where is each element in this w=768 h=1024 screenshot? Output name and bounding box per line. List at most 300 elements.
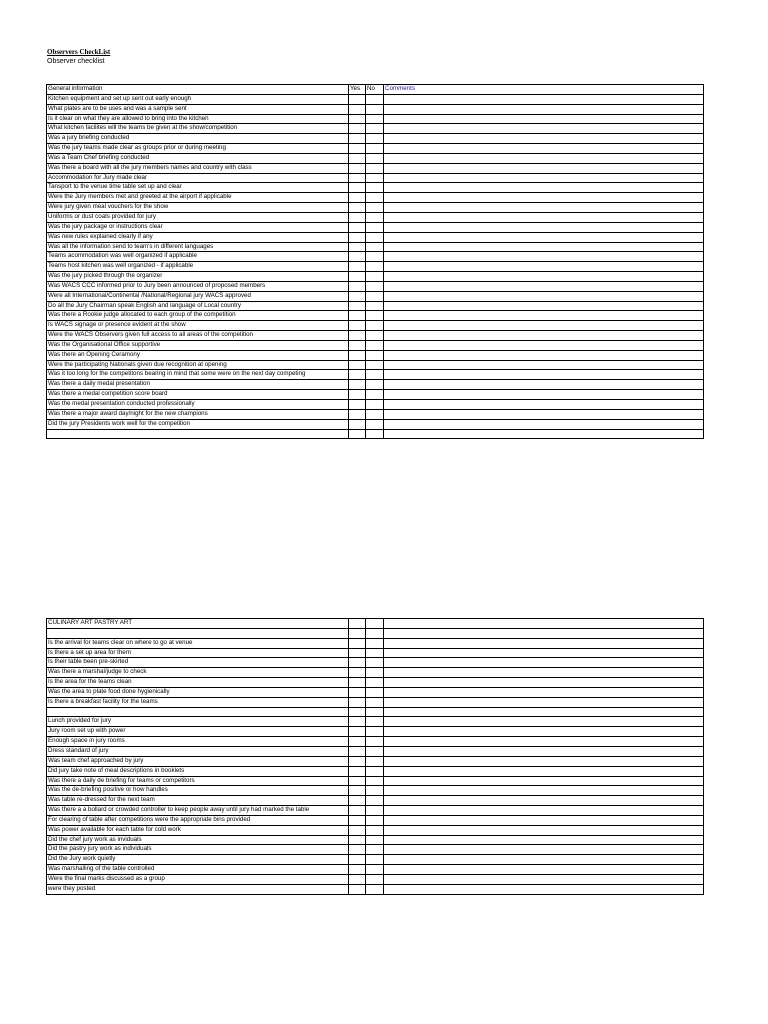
comments-cell[interactable] — [384, 104, 704, 114]
comments-cell[interactable] — [384, 825, 704, 835]
question-cell: Were all International/Continental /National/Regional jury WACS approved — [47, 291, 349, 301]
no-cell[interactable] — [366, 203, 384, 213]
yes-cell[interactable] — [349, 707, 366, 717]
no-cell[interactable] — [366, 173, 384, 183]
comments-cell[interactable] — [384, 212, 704, 222]
table-row — [47, 183, 704, 193]
table-row — [47, 203, 704, 213]
comments-cell[interactable] — [384, 252, 704, 262]
table-row — [47, 855, 704, 865]
no-cell[interactable] — [366, 281, 384, 291]
comments-cell[interactable] — [384, 746, 704, 756]
question-cell: Was all the information send to team's in different languages — [47, 242, 349, 252]
yes-cell[interactable] — [349, 134, 366, 144]
no-cell[interactable] — [366, 400, 384, 410]
comments-cell[interactable] — [384, 727, 704, 737]
comments-cell[interactable] — [384, 360, 704, 370]
table-row — [47, 717, 704, 727]
comments-cell[interactable] — [384, 628, 704, 638]
question-cell: What plates are to be uses and was a sample sent — [47, 104, 349, 114]
comments-cell[interactable] — [384, 183, 704, 193]
yes-cell[interactable] — [349, 737, 366, 747]
yes-cell[interactable] — [349, 203, 366, 213]
table-row — [47, 94, 704, 104]
comments-cell[interactable] — [384, 786, 704, 796]
no-cell[interactable] — [366, 746, 384, 756]
table-row — [47, 874, 704, 884]
comments-cell[interactable] — [384, 409, 704, 419]
yes-cell[interactable] — [349, 678, 366, 688]
question-cell: Do all the Jury Chairman speak English and language of Local country — [47, 301, 349, 311]
comments-cell[interactable] — [384, 232, 704, 242]
no-cell[interactable] — [366, 628, 384, 638]
comments-cell[interactable] — [384, 331, 704, 341]
table-row — [47, 776, 704, 786]
question-cell: Were the final marks discussed as a group — [47, 874, 349, 884]
question-cell: Accommodation for Jury made clear — [47, 173, 349, 183]
no-cell[interactable] — [366, 193, 384, 203]
comments-cell[interactable] — [384, 815, 704, 825]
no-cell[interactable] — [366, 370, 384, 380]
no-cell[interactable] — [366, 419, 384, 429]
no-cell[interactable] — [366, 678, 384, 688]
question-cell: Is the area for the teams clean — [47, 678, 349, 688]
comments-cell[interactable] — [384, 874, 704, 884]
no-cell[interactable] — [366, 291, 384, 301]
table-row — [47, 746, 704, 756]
comments-cell[interactable] — [384, 144, 704, 154]
yes-cell[interactable] — [349, 746, 366, 756]
comments-cell[interactable] — [384, 134, 704, 144]
comments-cell[interactable] — [384, 697, 704, 707]
yes-cell[interactable] — [349, 658, 366, 668]
comments-cell[interactable] — [384, 619, 704, 629]
question-cell: Was the jury picked through the organizer — [47, 272, 349, 282]
yes-cell[interactable] — [349, 796, 366, 806]
no-cell[interactable] — [366, 766, 384, 776]
table-row — [47, 648, 704, 658]
table-row — [47, 678, 704, 688]
no-cell[interactable] — [366, 321, 384, 331]
comments-cell[interactable] — [384, 796, 704, 806]
yes-cell[interactable] — [349, 776, 366, 786]
yes-cell[interactable] — [349, 825, 366, 835]
table-row — [47, 668, 704, 678]
yes-cell[interactable] — [349, 429, 366, 439]
question-cell: Did the pastry jury work as individuals — [47, 845, 349, 855]
question-cell: Dress standard of jury — [47, 746, 349, 756]
comments-cell[interactable] — [384, 776, 704, 786]
yes-cell[interactable] — [349, 855, 366, 865]
no-cell[interactable] — [366, 390, 384, 400]
no-cell[interactable] — [366, 114, 384, 124]
table-row — [47, 786, 704, 796]
yes-cell[interactable] — [349, 350, 366, 360]
table-row — [47, 350, 704, 360]
yes-cell[interactable] — [349, 786, 366, 796]
table-row — [47, 311, 704, 321]
comments-cell[interactable] — [384, 865, 704, 875]
question-cell: Was there a Rookie judge allocated to each group of the competition — [47, 311, 349, 321]
yes-cell[interactable] — [349, 815, 366, 825]
comments-cell[interactable] — [384, 766, 704, 776]
question-cell — [47, 429, 349, 439]
no-cell[interactable] — [366, 806, 384, 816]
no-cell[interactable] — [366, 707, 384, 717]
yes-cell[interactable] — [349, 331, 366, 341]
no-cell[interactable] — [366, 619, 384, 629]
section-heading: CULINARY ART PASTRY ART — [47, 619, 349, 629]
question-cell: Was a jury briefing conducted — [47, 134, 349, 144]
comments-cell[interactable] — [384, 756, 704, 766]
yes-cell[interactable] — [349, 628, 366, 638]
comments-cell[interactable] — [384, 806, 704, 816]
no-cell[interactable] — [366, 104, 384, 114]
question-cell: Were the participating Nationals given due recognition at opening — [47, 360, 349, 370]
table-row — [47, 727, 704, 737]
table-row — [47, 884, 704, 894]
comments-cell[interactable] — [384, 281, 704, 291]
no-cell[interactable] — [366, 717, 384, 727]
question-cell: Uniforms or dust coats provided for jury — [47, 212, 349, 222]
section-heading-row — [47, 619, 704, 629]
no-cell[interactable] — [366, 865, 384, 875]
no-cell[interactable] — [366, 409, 384, 419]
no-cell[interactable] — [366, 648, 384, 658]
no-cell[interactable] — [366, 272, 384, 282]
no-cell[interactable] — [366, 776, 384, 786]
no-cell[interactable] — [366, 429, 384, 439]
yes-cell[interactable] — [349, 114, 366, 124]
no-cell[interactable] — [366, 252, 384, 262]
comments-cell[interactable] — [384, 707, 704, 717]
question-cell: Was table re-dressed for the next team — [47, 796, 349, 806]
table-row — [47, 756, 704, 766]
comments-cell[interactable] — [384, 658, 704, 668]
table-row — [47, 321, 704, 331]
yes-cell[interactable] — [349, 380, 366, 390]
yes-cell[interactable] — [349, 242, 366, 252]
question-cell: Did the chef jury work as inviduals — [47, 835, 349, 845]
no-cell[interactable] — [366, 311, 384, 321]
no-cell[interactable] — [366, 301, 384, 311]
question-cell: Jury room set up with power — [47, 727, 349, 737]
yes-cell[interactable] — [349, 766, 366, 776]
yes-cell[interactable] — [349, 638, 366, 648]
yes-cell[interactable] — [349, 400, 366, 410]
table-row — [47, 153, 704, 163]
comments-cell[interactable] — [384, 648, 704, 658]
no-cell[interactable] — [366, 350, 384, 360]
table-row — [47, 865, 704, 875]
no-cell[interactable] — [366, 815, 384, 825]
yes-cell[interactable] — [349, 756, 366, 766]
table-row — [47, 331, 704, 341]
no-cell[interactable] — [366, 638, 384, 648]
no-cell[interactable] — [366, 874, 384, 884]
no-cell[interactable] — [366, 331, 384, 341]
yes-cell[interactable] — [349, 173, 366, 183]
table-row — [47, 409, 704, 419]
comments-cell[interactable] — [384, 884, 704, 894]
question-cell: Tansport to the venue time table set up and clear — [47, 183, 349, 193]
no-cell[interactable] — [366, 756, 384, 766]
question-cell: Were the Jury members met and greeted at the airport if applicable — [47, 193, 349, 203]
comments-cell[interactable] — [384, 668, 704, 678]
yes-cell[interactable] — [349, 222, 366, 232]
yes-cell[interactable] — [349, 806, 366, 816]
table-row — [47, 173, 704, 183]
question-cell: Was WACS CCC informed prior to Jury been announced of proposed members — [47, 281, 349, 291]
table-row — [47, 835, 704, 845]
no-cell[interactable] — [366, 232, 384, 242]
table-row — [47, 340, 704, 350]
table-row — [47, 628, 704, 638]
yes-cell[interactable] — [349, 874, 366, 884]
no-cell[interactable] — [366, 144, 384, 154]
comments-cell[interactable] — [384, 638, 704, 648]
no-cell[interactable] — [366, 134, 384, 144]
table-row — [47, 370, 704, 380]
question-cell: Was there a daily de briefing for teams or competitors — [47, 776, 349, 786]
comments-cell[interactable] — [384, 400, 704, 410]
no-cell[interactable] — [366, 884, 384, 894]
no-cell[interactable] — [366, 163, 384, 173]
no-cell[interactable] — [366, 658, 384, 668]
yes-cell[interactable] — [349, 717, 366, 727]
comments-cell[interactable] — [384, 193, 704, 203]
no-cell[interactable] — [366, 727, 384, 737]
comments-cell[interactable] — [384, 242, 704, 252]
question-cell: Teams acommodation was well organized if applicable — [47, 252, 349, 262]
yes-cell[interactable] — [349, 144, 366, 154]
table-row — [47, 390, 704, 400]
question-cell: Kitchen equipment and set up sent out early enough — [47, 94, 349, 104]
comments-cell[interactable] — [384, 350, 704, 360]
comments-cell[interactable] — [384, 717, 704, 727]
comments-cell[interactable] — [384, 301, 704, 311]
yes-cell[interactable] — [349, 262, 366, 272]
yes-cell[interactable] — [349, 340, 366, 350]
comments-cell[interactable] — [384, 370, 704, 380]
no-cell[interactable] — [366, 242, 384, 252]
no-cell[interactable] — [366, 360, 384, 370]
question-cell: Was the area to plate food done hygienically — [47, 687, 349, 697]
no-cell[interactable] — [366, 380, 384, 390]
table-row — [47, 766, 704, 776]
table-row — [47, 400, 704, 410]
question-cell: Is there a set up area for them — [47, 648, 349, 658]
yes-cell[interactable] — [349, 321, 366, 331]
comments-cell[interactable] — [384, 340, 704, 350]
comments-cell[interactable] — [384, 222, 704, 232]
yes-cell[interactable] — [349, 697, 366, 707]
no-cell[interactable] — [366, 796, 384, 806]
no-cell[interactable] — [366, 855, 384, 865]
yes-cell[interactable] — [349, 291, 366, 301]
column-header-general-information: General information — [47, 85, 349, 95]
question-cell: Is the arrival for teams clear on where to go at venue — [47, 638, 349, 648]
no-cell[interactable] — [366, 845, 384, 855]
table-row — [47, 380, 704, 390]
comments-cell[interactable] — [384, 835, 704, 845]
no-cell[interactable] — [366, 835, 384, 845]
question-cell: Is there a breakfast facility for the teams — [47, 697, 349, 707]
yes-cell[interactable] — [349, 865, 366, 875]
comments-cell[interactable] — [384, 321, 704, 331]
yes-cell[interactable] — [349, 281, 366, 291]
yes-cell[interactable] — [349, 212, 366, 222]
question-cell: Was there a medal competition score board — [47, 390, 349, 400]
no-cell[interactable] — [366, 153, 384, 163]
table-row — [47, 222, 704, 232]
yes-cell[interactable] — [349, 163, 366, 173]
question-cell: Was there a a bollard or crowded controller to keep people away until jury had marked the table — [47, 806, 349, 816]
yes-cell[interactable] — [349, 648, 366, 658]
question-cell: Was the de-briefing positive or how handles — [47, 786, 349, 796]
comments-cell[interactable] — [384, 419, 704, 429]
no-cell[interactable] — [366, 668, 384, 678]
table-row — [47, 707, 704, 717]
comments-cell[interactable] — [384, 173, 704, 183]
yes-cell[interactable] — [349, 124, 366, 134]
comments-cell[interactable] — [384, 429, 704, 439]
question-cell: Did the jury Presidents work well for the competition — [47, 419, 349, 429]
table-row — [47, 114, 704, 124]
comments-cell[interactable] — [384, 390, 704, 400]
question-cell: Was the jury teams made clear as groups prior or during meeting — [47, 144, 349, 154]
no-cell[interactable] — [366, 262, 384, 272]
no-cell[interactable] — [366, 786, 384, 796]
question-cell: Was a Team Chef briefing conducted — [47, 153, 349, 163]
yes-cell[interactable] — [349, 193, 366, 203]
comments-cell[interactable] — [384, 737, 704, 747]
no-cell[interactable] — [366, 94, 384, 104]
yes-cell[interactable] — [349, 301, 366, 311]
yes-cell[interactable] — [349, 845, 366, 855]
table-row — [47, 301, 704, 311]
yes-cell[interactable] — [349, 619, 366, 629]
yes-cell[interactable] — [349, 183, 366, 193]
yes-cell[interactable] — [349, 94, 366, 104]
table-row — [47, 825, 704, 835]
comments-cell[interactable] — [384, 163, 704, 173]
no-cell[interactable] — [366, 222, 384, 232]
culinary-art-pastry-table — [46, 618, 704, 895]
comments-cell[interactable] — [384, 291, 704, 301]
yes-cell[interactable] — [349, 668, 366, 678]
yes-cell[interactable] — [349, 687, 366, 697]
table-row — [47, 658, 704, 668]
question-cell: Was there an Opening Ceramony — [47, 350, 349, 360]
comments-cell[interactable] — [384, 687, 704, 697]
question-cell: Was marshalling of the table controlled — [47, 865, 349, 875]
yes-cell[interactable] — [349, 360, 366, 370]
table-row — [47, 272, 704, 282]
table-row — [47, 638, 704, 648]
question-cell: Is their table been pre-skirted — [47, 658, 349, 668]
question-cell: Was team chef approached by jury — [47, 756, 349, 766]
no-cell[interactable] — [366, 687, 384, 697]
question-cell: Is it clear on what they are allowed to bring into the kitchen — [47, 114, 349, 124]
table-row — [47, 419, 704, 429]
yes-cell[interactable] — [349, 252, 366, 262]
question-cell: Was the jury package or instructions clear — [47, 222, 349, 232]
comments-cell[interactable] — [384, 114, 704, 124]
question-cell — [47, 707, 349, 717]
question-cell: Was there a marshal/judge to check — [47, 668, 349, 678]
yes-cell[interactable] — [349, 409, 366, 419]
comments-cell[interactable] — [384, 855, 704, 865]
table-row — [47, 134, 704, 144]
no-cell[interactable] — [366, 697, 384, 707]
question-cell: For clearing of table after competitions were the appropriate bins provided — [47, 815, 349, 825]
comments-cell[interactable] — [384, 311, 704, 321]
question-cell: Was there a major award day/night for the new champions — [47, 409, 349, 419]
comments-cell[interactable] — [384, 272, 704, 282]
table-row — [47, 697, 704, 707]
no-cell[interactable] — [366, 340, 384, 350]
comments-cell[interactable] — [384, 845, 704, 855]
comments-cell[interactable] — [384, 678, 704, 688]
column-header-no: No — [366, 85, 384, 95]
table-row — [47, 144, 704, 154]
table-row — [47, 845, 704, 855]
comments-cell[interactable] — [384, 153, 704, 163]
table-row — [47, 806, 704, 816]
comments-cell[interactable] — [384, 380, 704, 390]
table-row — [47, 281, 704, 291]
yes-cell[interactable] — [349, 884, 366, 894]
table-row — [47, 687, 704, 697]
comments-cell[interactable] — [384, 262, 704, 272]
no-cell[interactable] — [366, 124, 384, 134]
table-row — [47, 360, 704, 370]
no-cell[interactable] — [366, 212, 384, 222]
yes-cell[interactable] — [349, 390, 366, 400]
yes-cell[interactable] — [349, 727, 366, 737]
table-row — [47, 262, 704, 272]
page-subtitle: Observer checklist — [47, 58, 105, 65]
table-row — [47, 104, 704, 114]
no-cell[interactable] — [366, 825, 384, 835]
yes-cell[interactable] — [349, 370, 366, 380]
comments-cell[interactable] — [384, 203, 704, 213]
yes-cell[interactable] — [349, 272, 366, 282]
comments-cell[interactable] — [384, 94, 704, 104]
yes-cell[interactable] — [349, 835, 366, 845]
yes-cell[interactable] — [349, 104, 366, 114]
yes-cell[interactable] — [349, 419, 366, 429]
question-cell: Were jury given meal vouchers for the show — [47, 203, 349, 213]
table-row — [47, 291, 704, 301]
yes-cell[interactable] — [349, 311, 366, 321]
comments-cell[interactable] — [384, 124, 704, 134]
table-row — [47, 124, 704, 134]
column-header-comments: Comments — [384, 85, 704, 95]
table-row — [47, 796, 704, 806]
yes-cell[interactable] — [349, 232, 366, 242]
no-cell[interactable] — [366, 183, 384, 193]
question-cell: Enough space in jury rooms — [47, 737, 349, 747]
table-row — [47, 242, 704, 252]
yes-cell[interactable] — [349, 153, 366, 163]
table-row — [47, 815, 704, 825]
question-cell: Was it too long for the competitons bearing in mind that some were on the next day competing — [47, 370, 349, 380]
question-cell: Lunch provided for jury — [47, 717, 349, 727]
no-cell[interactable] — [366, 737, 384, 747]
question-cell: Was the medal presentation conducted professionally — [47, 400, 349, 410]
